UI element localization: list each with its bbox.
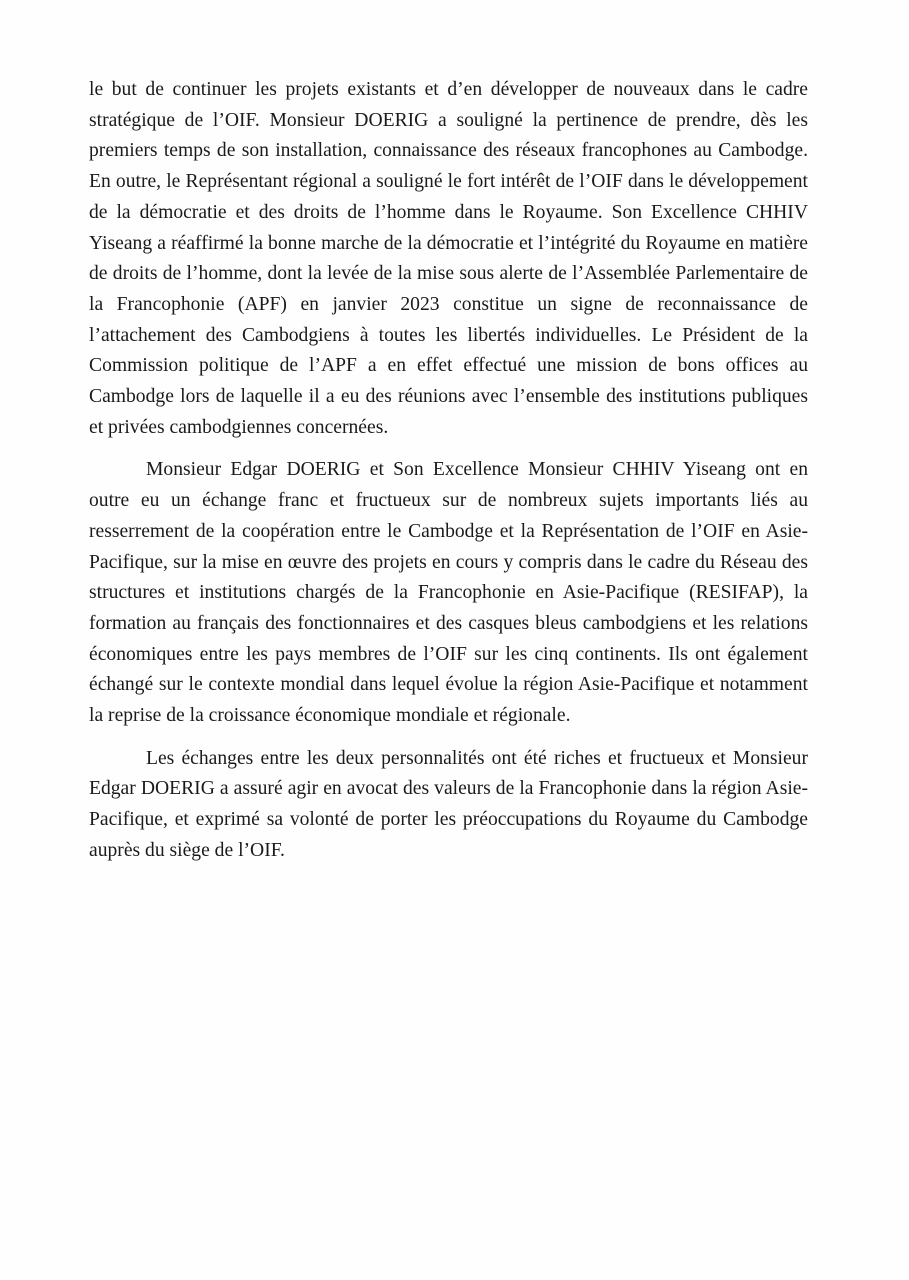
paragraph-exchange: Monsieur Edgar DOERIG et Son Excellence Monsieur CHHIV Yiseang ont en outre eu un échange franc et fructueux sur de nombreux sujets importants liés au resserrement de la coopération entre le Cambodge et la Représentation de l’OIF en Asie-Pacifique, sur la mise en œuvre des projets en cours y compris dans le cadre du Réseau des structures et institutions chargés de la Francophonie en Asie-Pacifique (RESIFAP), la formation au français des fonctionnaires et des casques bleus cambodgiens et les relations économiques entre les pays membres de l’OIF sur les cinq continents. Ils ont également échangé sur le contexte mondial dans lequel évolue la région Asie-Pacifique et notamment la reprise de la croissance économique mondiale et régionale.: [89, 459, 808, 727]
paragraph-conclusion: Les échanges entre les deux personnalités ont été riches et fructueux et Monsieur Edgar DOERIG a assuré agir en avocat des valeurs de la Francophonie dans la région Asie-Pacifique, et exprimé sa volonté de porter les préoccupations du Royaume du Cambodge auprès du siège de l’OIF.: [89, 747, 808, 861]
document-body: [89, 75, 808, 867]
paragraph-continuation: le but de continuer les projets existants et d’en développer de nouveaux dans le cadre stratégique de l’OIF. Monsieur DOERIG a souligné la pertinence de prendre, dès les premiers temps de son installation, connaissance des réseaux francophones au Cambodge. En outre, le Représentant régional a souligné le fort intérêt de l’OIF dans le développement de la démocratie et des droits de l’homme dans le Royaume. Son Excellence CHHIV Yiseang a réaffirmé la bonne marche de la démocratie et l’intégrité du Royaume en matière de droits de l’homme, dont la levée de la mise sous alerte de l’Assemblée Parlementaire de la Francophonie (APF) en janvier 2023 constitue un signe de reconnaissance de l’attachement des Cambodgiens à toutes les libertés individuelles. Le Président de la Commission politique de l’APF a en effet effectué une mission de bons offices au Cambodge lors de laquelle il a eu des réunions avec l’ensemble des institutions publiques et privées cambodgiennes concernées.: [89, 79, 808, 438]
